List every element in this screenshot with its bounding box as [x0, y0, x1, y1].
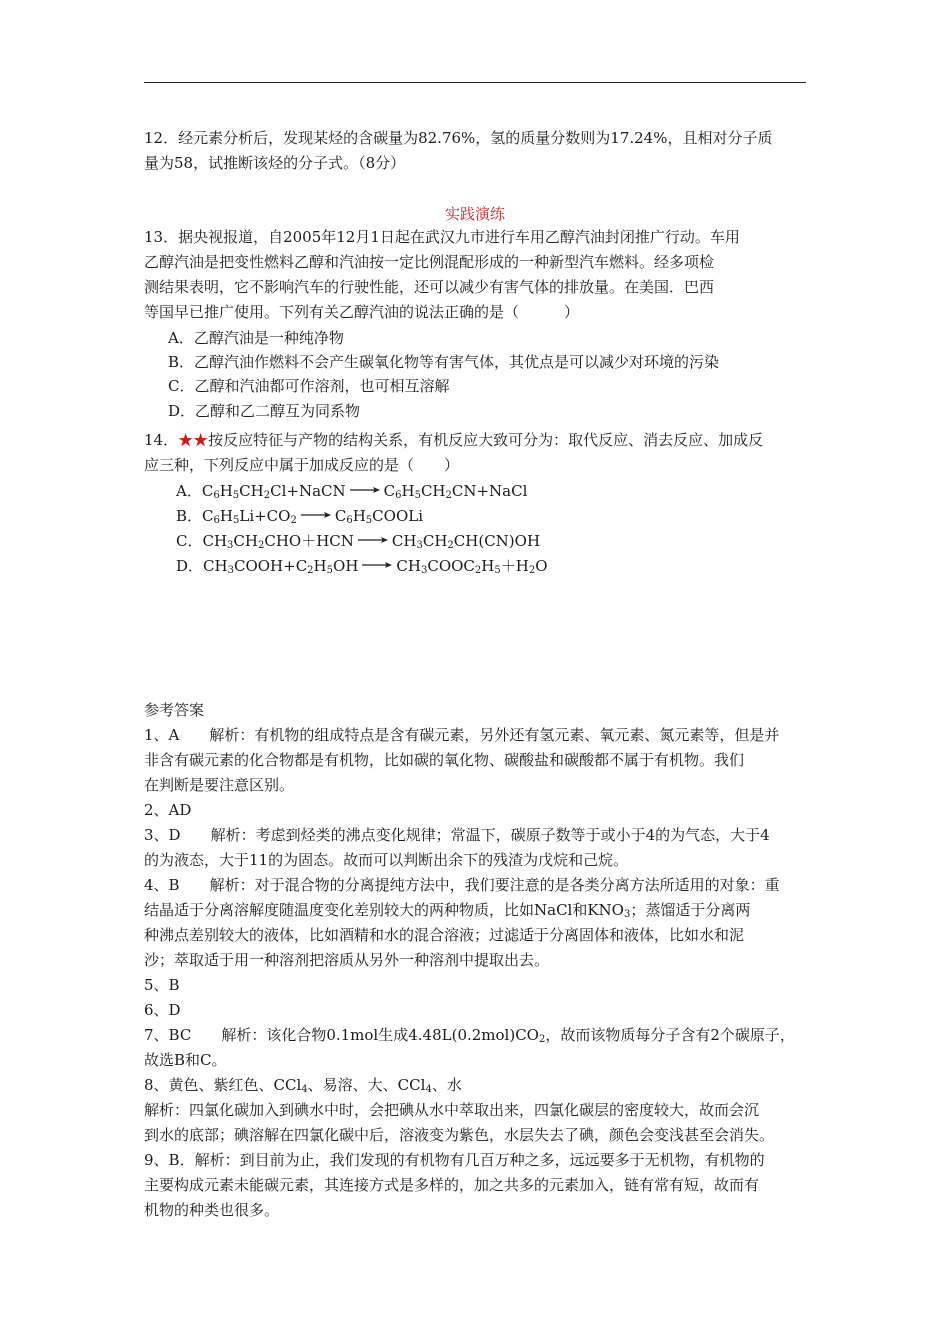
reactants: $C_6H_5Li+CO_2$ — [202, 507, 297, 526]
answer-4-line3: 种沸点差别较大的液体，比如酒精和水的混合溶液；过滤适于分离固体和液体，比如水和泥 — [144, 926, 745, 944]
option-label: B． — [176, 507, 203, 525]
answer-5: 5、B — [144, 976, 180, 994]
q14-option-d — [176, 554, 841, 579]
reactants: $C_6H_5CH_2Cl+NaCN$ — [201, 482, 346, 501]
answer-3-line1: 3、D 解析：考虑到烃类的沸点变化规律；常温下，碳原子数等于或小于4的为气态，大于4 — [144, 826, 770, 844]
reaction-arrow-icon — [301, 511, 331, 519]
answer-3-line2: 的为液态，大于11的为固态。故而可以判断出余下的残渣为戊烷和己烷。 — [144, 851, 629, 869]
reactants: $CH_3CH_2CHO+HCN$ — [202, 532, 354, 551]
reaction-arrow-icon — [358, 536, 388, 544]
answer-4-line1: 4、B 解析：对于混合物的分离提纯方法中，我们要注意的是各类分离方法所适用的对象：重 — [144, 876, 780, 894]
answer-9-line1: 9、B．解析：到目前为止，我们发现的有机物有几百万种之多，远远要多于无机物，有机物的 — [144, 1151, 765, 1169]
q13-line1: 13．据央视报道，自2005年12月1日起在武汉九市进行车用乙醇汽油封闭推广行动。车用 — [144, 228, 740, 246]
option-label: A． — [176, 482, 202, 500]
q13-option-b: B．乙醇汽油作燃料不会产生碳氧化物等有害气体，其优点是可以减少对环境的污染 — [168, 353, 720, 371]
answer-9-line2: 主要构成元素未能碳元素，其连接方式是多样的，加之共多的元素加入，链有常有短，故而有 — [144, 1176, 760, 1194]
answer-7-line2: 故选B和C。 — [144, 1051, 227, 1069]
q14-option-c — [176, 529, 841, 554]
q14-option-b — [176, 504, 841, 529]
q12-line2: 量为58，试推断该烃的分子式。（8分） — [144, 154, 406, 172]
answer-4-line4: 沙；萃取适于用一种溶剂把溶质从另外一种溶剂中提取出去。 — [144, 951, 550, 969]
products: $C_6H_5CH_2CN+NaCl$ — [383, 482, 528, 501]
answers-title: 参考答案 — [144, 701, 205, 719]
q13-option-a: A．乙醇汽油是一种纯净物 — [168, 329, 344, 347]
q14-number: 14． — [144, 431, 179, 449]
answer-4-line2: 结晶适于分离溶解度随温度变化差别较大的两种物质，比如NaCl和$KNO_3$；蒸馏适于分离两 — [144, 901, 751, 920]
header-rule — [144, 82, 806, 83]
option-label: D． — [176, 557, 204, 575]
q13-line2: 乙醇汽油是把变性燃料乙醇和汽油按一定比例混配形成的一种新型汽车燃料。经多项检 — [144, 253, 715, 271]
answer-6: 6、D — [144, 1001, 181, 1019]
answer-2: 2、AD — [144, 801, 192, 819]
option-label: C． — [176, 532, 203, 550]
section-title: 实践演练 — [444, 205, 505, 223]
q14-line2: 应三种，下列反应中属于加成反应的是（ ） — [144, 456, 460, 474]
products: $CH_3COOC_2H_5+H_2O$ — [396, 557, 548, 576]
answer-1-line3: 在判断是要注意区别。 — [144, 776, 295, 794]
q14-line1-text: 按反应特征与产物的结构关系，有机反应大致可分为：取代反应、消去反应、加成反 — [208, 431, 764, 449]
products: $C_6H_5COOLi$ — [334, 507, 424, 526]
q14-option-a — [176, 479, 841, 504]
products: $CH_3CH_2CH(CN)OH$ — [391, 532, 541, 551]
answer-8: 8、黄色、紫红色、CCl$_4$、易溶、大、CCl$_4$、水 — [144, 1076, 462, 1095]
q13-option-c: C．乙醇和汽油都可作溶剂，也可相互溶解 — [168, 377, 450, 395]
q13-line4: 等国早已推广使用。下列有关乙醇汽油的说法正确的是（ ） — [144, 303, 580, 321]
answer-8-explanation-line2: 到水的底部；碘溶解在四氯化碳中后，溶液变为紫色，水层失去了碘，颜色会变浅甚至会消失。 — [144, 1126, 775, 1144]
q12-line1: 12．经元素分析后，发现某烃的含碳量为82.76%，氢的质量分数则为17.24%，且相对分子质 — [144, 129, 773, 147]
answer-1-line1: 1、A 解析：有机物的组成特点是含有碳元素，另外还有氢元素、氧元素、氮元素等，但是并 — [144, 726, 780, 744]
answer-9-line3: 机物的种类也很多。 — [144, 1201, 280, 1219]
difficulty-stars: ★★ — [178, 431, 209, 449]
q13-option-d: D．乙醇和乙二醇互为同系物 — [168, 402, 361, 420]
answer-1-line2: 非含有碳元素的化合物都是有机物，比如碳的氧化物、碳酸盐和碳酸都不属于有机物。我们 — [144, 751, 745, 769]
q13-line3: 测结果表明，它不影响汽车的行驶性能，还可以减少有害气体的排放量。在美国．巴西 — [144, 278, 715, 296]
reaction-arrow-icon — [350, 486, 380, 494]
q14-line1 — [144, 428, 809, 453]
answer-8-explanation-line1: 解析：四氯化碳加入到碘水中时，会把碘从水中萃取出来，四氯化碳层的密度较大，故而会沉 — [144, 1101, 760, 1119]
reaction-arrow-icon — [362, 561, 392, 569]
reactants: $CH_3COOH+C_2H_5OH$ — [203, 557, 359, 576]
answer-7-line1: 7、BC 解析：该化合物0.1mol生成$4.48L(0.2mol)CO_2$，故而该物质每分子含有2个碳原子， — [144, 1026, 795, 1045]
